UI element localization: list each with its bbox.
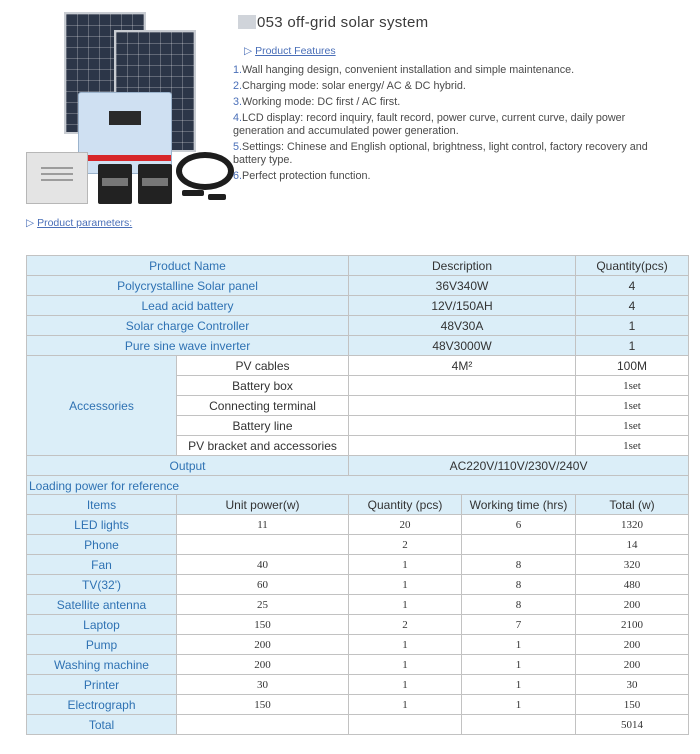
accessory-name-cell: PV cables [177, 356, 349, 376]
item-cell: LED lights [27, 515, 177, 535]
battery-box-image [26, 152, 88, 204]
product-image [18, 12, 230, 212]
working-time-cell: 6 [462, 515, 576, 535]
quantity-cell: 1 [349, 595, 462, 615]
working-time-cell: 8 [462, 575, 576, 595]
accessory-qty-cell: 100M [576, 356, 689, 376]
working-time-cell [462, 535, 576, 555]
total-cell: 2100 [576, 615, 689, 635]
quantity-cell: 2 [349, 615, 462, 635]
unit-power-cell: 11 [177, 515, 349, 535]
table-row [27, 296, 689, 316]
table-row [27, 715, 689, 735]
accessory-desc-cell [349, 396, 576, 416]
column-header: Total (w) [576, 495, 689, 515]
quantity-cell: 1 [349, 555, 462, 575]
feature-item: 1.Wall hanging design, convenient installation and simple maintenance. [233, 64, 575, 76]
working-time-cell: 8 [462, 555, 576, 575]
quantity-cell: 1 [349, 695, 462, 715]
triangle-right-icon: ▷ [26, 217, 35, 229]
total-label-cell: Total [27, 715, 177, 735]
unit-power-cell [177, 535, 349, 555]
item-cell: Laptop [27, 615, 177, 635]
empty-cell [177, 715, 349, 735]
total-cell: 14 [576, 535, 689, 555]
description-cell: 48V3000W [349, 336, 576, 356]
table-row [27, 555, 689, 575]
accessory-desc-cell [349, 436, 576, 456]
accessory-qty-cell: 1set [576, 376, 689, 396]
column-header: Product Name [27, 256, 349, 276]
feature-item: 4.LCD display: record inquiry, fault record, power curve, current curve, daily power generation and accumulated power generation. [233, 112, 626, 137]
column-header: Quantity (pcs) [349, 495, 462, 515]
product-parameters-link[interactable] [26, 217, 132, 229]
quantity-cell: 1 [349, 655, 462, 675]
table-row [27, 456, 689, 476]
quantity-cell: 1 [576, 316, 689, 336]
connector-image [208, 194, 226, 200]
total-cell: 200 [576, 635, 689, 655]
quantity-cell: 2 [349, 535, 462, 555]
table-row [27, 356, 689, 376]
table-row [27, 655, 689, 675]
table-row [27, 276, 689, 296]
unit-power-cell: 200 [177, 635, 349, 655]
table-row [27, 635, 689, 655]
table-header-row [27, 495, 689, 515]
working-time-cell: 7 [462, 615, 576, 635]
accessory-name-cell: PV bracket and accessories [177, 436, 349, 456]
product-features-link[interactable] [244, 45, 336, 57]
unit-power-cell: 40 [177, 555, 349, 575]
item-cell: Electrograph [27, 695, 177, 715]
table-row [27, 535, 689, 555]
accessory-qty-cell: 1set [576, 436, 689, 456]
title-text: 053 off-grid solar system [257, 14, 429, 31]
title-obscured-mark [238, 15, 256, 29]
page-title [238, 14, 428, 31]
feature-item: 6.Perfect protection function. [233, 170, 371, 182]
accessory-desc-cell: 4M² [349, 356, 576, 376]
unit-power-cell: 60 [177, 575, 349, 595]
unit-power-cell: 150 [177, 615, 349, 635]
quantity-cell: 1 [349, 575, 462, 595]
description-cell: 48V30A [349, 316, 576, 336]
total-cell: 480 [576, 575, 689, 595]
unit-power-cell: 30 [177, 675, 349, 695]
product-name-cell: Polycrystalline Solar panel [27, 276, 349, 296]
product-parameters-table [26, 255, 689, 496]
working-time-cell: 1 [462, 695, 576, 715]
battery-image [138, 164, 172, 204]
item-cell: Printer [27, 675, 177, 695]
working-time-cell: 1 [462, 675, 576, 695]
working-time-cell: 1 [462, 635, 576, 655]
table-row [27, 336, 689, 356]
table-row [27, 515, 689, 535]
loading-power-table [26, 494, 689, 735]
unit-power-cell: 150 [177, 695, 349, 715]
product-name-cell: Solar charge Controller [27, 316, 349, 336]
table-row [27, 316, 689, 336]
product-parameters-label: Product parameters: [37, 217, 133, 229]
connector-image [182, 190, 204, 196]
table-row [27, 675, 689, 695]
working-time-cell: 1 [462, 655, 576, 675]
item-cell: Fan [27, 555, 177, 575]
feature-item: 5.Settings: Chinese and English optional, brightness, light control, factory recovery and battery type. [233, 141, 648, 166]
empty-cell [349, 715, 462, 735]
item-cell: Satellite antenna [27, 595, 177, 615]
quantity-cell: 4 [576, 296, 689, 316]
quantity-cell: 1 [349, 675, 462, 695]
quantity-cell: 4 [576, 276, 689, 296]
product-name-cell: Lead acid battery [27, 296, 349, 316]
feature-item: 3.Working mode: DC first / AC first. [233, 96, 401, 108]
product-name-cell: Pure sine wave inverter [27, 336, 349, 356]
output-label-cell: Output [27, 456, 349, 476]
accessory-desc-cell [349, 376, 576, 396]
description-cell: 36V340W [349, 276, 576, 296]
battery-image [98, 164, 132, 204]
table-row [27, 476, 689, 496]
total-cell: 320 [576, 555, 689, 575]
item-cell: Pump [27, 635, 177, 655]
loading-power-title: Loading power for reference [27, 476, 689, 496]
working-time-cell: 8 [462, 595, 576, 615]
column-header: Unit power(w) [177, 495, 349, 515]
accessory-desc-cell [349, 416, 576, 436]
column-header: Items [27, 495, 177, 515]
column-header: Working time (hrs) [462, 495, 576, 515]
item-cell: TV(32') [27, 575, 177, 595]
table-row [27, 615, 689, 635]
quantity-cell: 20 [349, 515, 462, 535]
total-cell: 30 [576, 675, 689, 695]
grand-total-cell: 5014 [576, 715, 689, 735]
quantity-cell: 1 [349, 635, 462, 655]
description-cell: 12V/150AH [349, 296, 576, 316]
triangle-right-icon: ▷ [244, 45, 253, 57]
total-cell: 200 [576, 655, 689, 675]
feature-item: 2.Charging mode: solar energy/ AC & DC hybrid. [233, 80, 466, 92]
product-features-label: Product Features [255, 45, 336, 57]
table-row [27, 575, 689, 595]
accessories-label-cell: Accessories [27, 356, 177, 456]
accessory-name-cell: Connecting terminal [177, 396, 349, 416]
accessory-name-cell: Battery box [177, 376, 349, 396]
empty-cell [462, 715, 576, 735]
unit-power-cell: 200 [177, 655, 349, 675]
column-header: Quantity(pcs) [576, 256, 689, 276]
quantity-cell: 1 [576, 336, 689, 356]
accessory-name-cell: Battery line [177, 416, 349, 436]
feature-list [233, 64, 673, 186]
inverter-image [78, 92, 172, 174]
table-header-row [27, 256, 689, 276]
item-cell: Washing machine [27, 655, 177, 675]
pv-cable-image [176, 152, 234, 190]
total-cell: 150 [576, 695, 689, 715]
unit-power-cell: 25 [177, 595, 349, 615]
total-cell: 1320 [576, 515, 689, 535]
table-row [27, 695, 689, 715]
table-row [27, 595, 689, 615]
column-header: Description [349, 256, 576, 276]
accessory-qty-cell: 1set [576, 396, 689, 416]
item-cell: Phone [27, 535, 177, 555]
total-cell: 200 [576, 595, 689, 615]
accessory-qty-cell: 1set [576, 416, 689, 436]
output-value-cell: AC220V/110V/230V/240V [349, 456, 689, 476]
